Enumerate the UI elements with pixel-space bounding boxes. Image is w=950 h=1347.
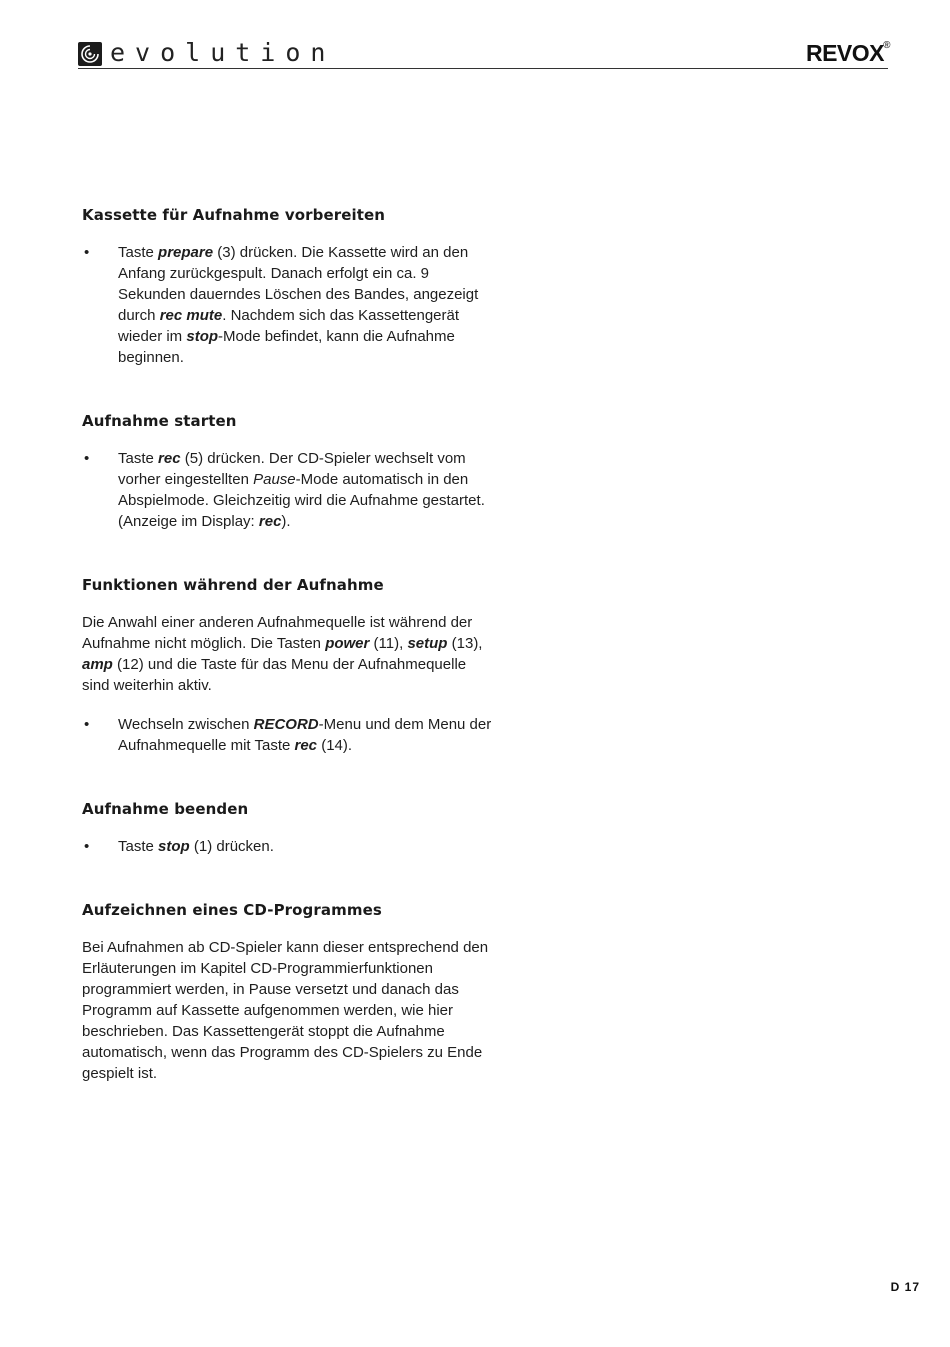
- section-functions-during-recording: [82, 576, 492, 756]
- registered-mark: ®: [883, 40, 890, 51]
- keyword-setup: setup: [407, 635, 448, 652]
- brand-name: REVOX: [805, 40, 884, 66]
- bullet-marker: •: [84, 244, 90, 261]
- keyword-pause: Pause: [253, 471, 296, 488]
- keyword-rec: rec: [294, 737, 318, 754]
- section-title: Aufnahme starten: [82, 412, 237, 430]
- text-run: -Mode automatisch in den Abspielmode. Gleichzeitig wird die Aufnahme gestartet. (Anzeige im Display:: [118, 471, 485, 530]
- keyword-stop: stop: [186, 328, 219, 345]
- section-record-cd-program: [82, 901, 492, 1084]
- bullet-marker: •: [84, 450, 90, 467]
- list-item: [82, 836, 492, 857]
- list-item-text: [118, 242, 492, 368]
- keyword-amp: amp: [82, 656, 113, 673]
- keyword-rec-mute: rec mute: [159, 307, 223, 324]
- section-prepare-cassette: [82, 206, 492, 368]
- text-run: (12) und die Taste für das Menu der Aufnahmequelle sind weiterhin aktiv.: [82, 656, 467, 694]
- text-run: Taste: [118, 244, 159, 261]
- text-run: Wechseln zwischen: [118, 716, 254, 733]
- text-run: (5) drücken. Der CD-Spieler wechselt vom vorher eingestellten: [118, 450, 466, 488]
- section-title: Aufzeichnen eines CD-Programmes: [82, 901, 382, 919]
- keyword-stop: stop: [158, 838, 190, 855]
- evolution-logo-icon: [78, 42, 102, 66]
- list-item: [82, 448, 492, 532]
- text-run: Die Anwahl einer anderen Aufnahmequelle ist während der Aufnahme nicht möglich. Die Tasten: [82, 614, 473, 652]
- header-rule: [78, 68, 888, 69]
- brand-logo: [805, 40, 890, 67]
- section-title: Aufnahme beenden: [82, 800, 249, 818]
- text-run: (13),: [447, 635, 483, 652]
- text-run: ).: [281, 513, 291, 530]
- list-item: [82, 242, 492, 368]
- text-run: (1) drücken.: [189, 838, 274, 855]
- section-start-recording: [82, 412, 492, 532]
- page-content: [82, 206, 492, 1084]
- list-item-text: [118, 714, 492, 756]
- text-run: . Nachdem sich das Kassettengerät wieder im: [118, 307, 460, 345]
- list-item-text: [118, 448, 492, 532]
- logo-wordmark: evolution: [110, 38, 336, 67]
- section-title: Kassette für Aufnahme vorbereiten: [82, 206, 386, 224]
- text-run: (3) drücken. Die Kassette wird an den Anfang zurückgespult. Danach erfolgt ein ca. 9 Sekunden dauerndes Löschen des Bandes, angezeigt durch: [118, 244, 479, 324]
- page-number: D 17: [890, 1280, 920, 1294]
- page-header: [78, 38, 888, 70]
- section-title: Funktionen während der Aufnahme: [82, 576, 384, 594]
- paragraph: Bei Aufnahmen ab CD-Spieler kann dieser entsprechend den Erläuterungen im Kapitel CD-Programmierfunktionen programmiert werden, in Pause versetzt und danach das Programm auf Kassette aufgenommen werden, wie hier beschrieben. Das Kassettengerät stoppt die Aufnahme automatisch, wenn das Programm des CD-Spielers zu Ende gespielt ist.: [82, 939, 489, 1082]
- keyword-rec: rec: [158, 450, 181, 467]
- paragraph: [82, 612, 492, 696]
- text-run: Taste: [118, 838, 159, 855]
- text-run: -Menu und dem Menu der Aufnahmequelle mit Taste: [118, 716, 492, 754]
- keyword-power: power: [325, 635, 370, 652]
- list-item: [82, 714, 492, 756]
- section-stop-recording: [82, 800, 492, 857]
- keyword-rec: rec: [258, 513, 282, 530]
- list-item-text: [118, 836, 492, 857]
- text-run: Taste: [118, 450, 159, 467]
- text-run: (11),: [369, 635, 408, 652]
- bullet-marker: •: [84, 716, 90, 733]
- keyword-record: RECORD: [253, 716, 319, 733]
- text-run: (14).: [317, 737, 353, 754]
- bullet-marker: •: [84, 838, 90, 855]
- keyword-prepare: prepare: [158, 244, 214, 261]
- text-run: -Mode befindet, kann die Aufnahme beginnen.: [118, 328, 455, 366]
